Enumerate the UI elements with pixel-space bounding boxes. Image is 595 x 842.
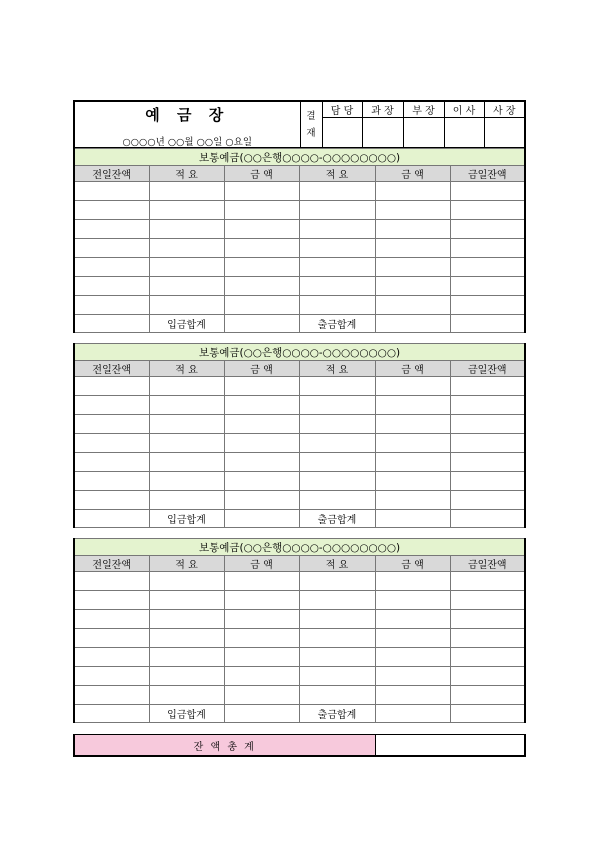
cell[interactable]	[375, 667, 450, 686]
table-row	[74, 220, 525, 239]
cell[interactable]	[224, 572, 299, 591]
cell[interactable]	[299, 220, 375, 239]
cell[interactable]	[450, 377, 525, 396]
cell[interactable]	[224, 472, 299, 491]
table-row	[74, 472, 525, 491]
signature-box-3[interactable]	[403, 118, 444, 148]
cell[interactable]	[74, 510, 149, 528]
col-withdraw-summary: 적 요	[299, 556, 375, 572]
cell[interactable]	[299, 201, 375, 220]
table-row	[74, 629, 525, 648]
cell[interactable]	[450, 572, 525, 591]
totals-row	[74, 315, 525, 333]
cell[interactable]	[299, 686, 375, 705]
page-title: 예 금 장	[145, 106, 230, 124]
cell[interactable]	[375, 377, 450, 396]
cell[interactable]	[149, 277, 224, 296]
cell[interactable]	[450, 686, 525, 705]
cell[interactable]	[149, 415, 224, 434]
col-withdraw-amount: 금 액	[375, 556, 450, 572]
cell[interactable]	[375, 648, 450, 667]
cell[interactable]	[149, 491, 224, 510]
cell[interactable]	[299, 491, 375, 510]
cell[interactable]	[450, 201, 525, 220]
col-deposit-summary: 적 요	[149, 361, 224, 377]
signature-box-1[interactable]	[322, 118, 362, 148]
cell[interactable]	[375, 434, 450, 453]
cell[interactable]	[149, 591, 224, 610]
cell[interactable]	[299, 277, 375, 296]
cell[interactable]	[74, 377, 149, 396]
cell[interactable]	[74, 491, 149, 510]
table-row	[74, 648, 525, 667]
cell[interactable]	[450, 629, 525, 648]
table-row	[74, 201, 525, 220]
section-title: 보통예금(○○은행○○○○-○○○○○○○○)	[74, 149, 525, 166]
cell[interactable]	[149, 648, 224, 667]
cell[interactable]	[450, 277, 525, 296]
cell[interactable]	[299, 182, 375, 201]
cell[interactable]	[149, 239, 224, 258]
cell[interactable]	[450, 453, 525, 472]
table-row	[74, 258, 525, 277]
approval-role-2: 과 장	[362, 101, 403, 118]
cell[interactable]	[299, 629, 375, 648]
cell[interactable]	[375, 415, 450, 434]
cell[interactable]	[149, 220, 224, 239]
table-row	[74, 239, 525, 258]
table-row	[74, 415, 525, 434]
totals-row	[74, 705, 525, 723]
approval-label	[300, 101, 322, 148]
date-line: ○○○○년 ○○월 ○○일 ○요일	[122, 137, 253, 148]
table-row	[74, 296, 525, 315]
cell[interactable]	[299, 396, 375, 415]
cell[interactable]	[74, 415, 149, 434]
cell[interactable]	[74, 705, 149, 723]
cell[interactable]	[375, 220, 450, 239]
title-cell	[74, 101, 300, 148]
cell[interactable]	[149, 453, 224, 472]
cell[interactable]	[375, 239, 450, 258]
cell[interactable]	[375, 610, 450, 629]
table-row	[74, 491, 525, 510]
cell[interactable]	[299, 434, 375, 453]
cell[interactable]	[74, 296, 149, 315]
cell[interactable]	[224, 277, 299, 296]
cell[interactable]	[224, 453, 299, 472]
cell[interactable]	[224, 182, 299, 201]
cell[interactable]	[224, 396, 299, 415]
approval-role-5: 사 장	[484, 101, 525, 118]
cell[interactable]	[74, 610, 149, 629]
cell[interactable]	[149, 686, 224, 705]
cell[interactable]	[74, 434, 149, 453]
cell[interactable]	[224, 239, 299, 258]
col-withdraw-summary: 적 요	[299, 166, 375, 182]
cell[interactable]	[224, 415, 299, 434]
cell[interactable]	[299, 258, 375, 277]
table-row	[74, 182, 525, 201]
cell[interactable]	[450, 667, 525, 686]
cell[interactable]	[450, 648, 525, 667]
cell[interactable]	[224, 629, 299, 648]
cell[interactable]	[149, 258, 224, 277]
cell[interactable]	[450, 415, 525, 434]
cell[interactable]	[375, 296, 450, 315]
cell[interactable]	[450, 315, 525, 333]
col-today-balance: 금일잔액	[450, 361, 525, 377]
cell[interactable]	[299, 296, 375, 315]
grand-total-label: 잔 액 총 계	[74, 735, 375, 757]
cell[interactable]	[450, 510, 525, 528]
signature-box-5[interactable]	[484, 118, 525, 148]
table-row	[74, 396, 525, 415]
cell[interactable]	[224, 648, 299, 667]
cell[interactable]	[74, 396, 149, 415]
cell[interactable]	[375, 182, 450, 201]
cell[interactable]	[299, 648, 375, 667]
col-today-balance: 금일잔액	[450, 166, 525, 182]
table-row	[74, 453, 525, 472]
cell[interactable]	[299, 453, 375, 472]
withdraw-total-label: 출금합계	[299, 315, 375, 333]
cell[interactable]	[149, 201, 224, 220]
signature-box-2[interactable]	[362, 118, 403, 148]
col-deposit-amount: 금 액	[224, 556, 299, 572]
cell[interactable]	[450, 610, 525, 629]
cell[interactable]	[149, 396, 224, 415]
cell[interactable]	[450, 239, 525, 258]
withdraw-total-label: 출금합계	[299, 510, 375, 528]
table-row	[74, 572, 525, 591]
grand-total-value[interactable]	[375, 735, 525, 757]
section-title: 보통예금(○○은행○○○○-○○○○○○○○)	[74, 344, 525, 361]
deposit-section-1	[73, 148, 526, 333]
cell[interactable]	[74, 239, 149, 258]
cell[interactable]	[149, 296, 224, 315]
cell[interactable]	[224, 296, 299, 315]
cell[interactable]	[299, 377, 375, 396]
cell[interactable]	[299, 572, 375, 591]
section-title: 보통예금(○○은행○○○○-○○○○○○○○)	[74, 539, 525, 556]
deposit-section-2	[73, 343, 526, 528]
cell[interactable]	[224, 201, 299, 220]
col-deposit-summary: 적 요	[149, 166, 224, 182]
cell[interactable]	[224, 667, 299, 686]
cell[interactable]	[149, 572, 224, 591]
col-prev-balance: 전일잔액	[74, 556, 149, 572]
cell[interactable]	[74, 201, 149, 220]
deposit-total-value[interactable]	[224, 705, 299, 723]
cell[interactable]	[375, 277, 450, 296]
table-row	[74, 667, 525, 686]
col-deposit-amount: 금 액	[224, 361, 299, 377]
cell[interactable]	[74, 572, 149, 591]
table-row	[74, 591, 525, 610]
col-prev-balance: 전일잔액	[74, 361, 149, 377]
cell[interactable]	[149, 472, 224, 491]
signature-box-4[interactable]	[444, 118, 484, 148]
deposit-total-label: 입금합계	[149, 315, 224, 333]
cell[interactable]	[74, 220, 149, 239]
table-row	[74, 277, 525, 296]
cell[interactable]	[74, 182, 149, 201]
cell[interactable]	[74, 472, 149, 491]
col-deposit-summary: 적 요	[149, 556, 224, 572]
cell[interactable]	[224, 434, 299, 453]
approval-role-3: 부 장	[403, 101, 444, 118]
cell[interactable]	[74, 629, 149, 648]
cell[interactable]	[450, 434, 525, 453]
withdraw-total-label: 출금합계	[299, 705, 375, 723]
cell[interactable]	[375, 201, 450, 220]
deposit-total-value[interactable]	[224, 510, 299, 528]
cell[interactable]	[450, 296, 525, 315]
cell[interactable]	[299, 472, 375, 491]
cell[interactable]	[450, 591, 525, 610]
deposit-total-label: 입금합계	[149, 510, 224, 528]
withdraw-total-value[interactable]	[375, 510, 450, 528]
deposit-total-value[interactable]	[224, 315, 299, 333]
cell[interactable]	[224, 686, 299, 705]
cell[interactable]	[450, 396, 525, 415]
deposit-total-label: 입금합계	[149, 705, 224, 723]
cell[interactable]	[74, 648, 149, 667]
table-row	[74, 686, 525, 705]
cell[interactable]	[149, 182, 224, 201]
cell[interactable]	[74, 453, 149, 472]
cell[interactable]	[299, 610, 375, 629]
cell[interactable]	[74, 667, 149, 686]
cell[interactable]	[450, 258, 525, 277]
cell[interactable]	[375, 629, 450, 648]
approval-role-4: 이 사	[444, 101, 484, 118]
cell[interactable]	[375, 572, 450, 591]
grand-total-table	[73, 734, 526, 757]
cell[interactable]	[224, 258, 299, 277]
col-deposit-amount: 금 액	[224, 166, 299, 182]
approval-role-1: 담 당	[322, 101, 362, 118]
cell[interactable]	[450, 182, 525, 201]
cell[interactable]	[375, 686, 450, 705]
cell[interactable]	[375, 472, 450, 491]
cell[interactable]	[149, 610, 224, 629]
cell[interactable]	[149, 377, 224, 396]
cell[interactable]	[74, 315, 149, 333]
cell[interactable]	[224, 491, 299, 510]
cell[interactable]	[299, 415, 375, 434]
cell[interactable]	[375, 591, 450, 610]
approval-label-text: 결 재	[306, 110, 316, 139]
cell[interactable]	[299, 591, 375, 610]
deposit-section-3	[73, 538, 526, 723]
cell[interactable]	[375, 258, 450, 277]
table-row	[74, 377, 525, 396]
cell[interactable]	[149, 629, 224, 648]
cell[interactable]	[375, 453, 450, 472]
cell[interactable]	[74, 258, 149, 277]
cell[interactable]	[450, 472, 525, 491]
cell[interactable]	[375, 491, 450, 510]
col-today-balance: 금일잔액	[450, 556, 525, 572]
withdraw-total-value[interactable]	[375, 705, 450, 723]
totals-row	[74, 510, 525, 528]
cell[interactable]	[450, 220, 525, 239]
col-withdraw-summary: 적 요	[299, 361, 375, 377]
cell[interactable]	[224, 220, 299, 239]
col-withdraw-amount: 금 액	[375, 166, 450, 182]
table-row	[74, 610, 525, 629]
cell[interactable]	[74, 686, 149, 705]
cell[interactable]	[74, 591, 149, 610]
cell[interactable]	[74, 277, 149, 296]
cell[interactable]	[224, 591, 299, 610]
col-prev-balance: 전일잔액	[74, 166, 149, 182]
cell[interactable]	[299, 239, 375, 258]
cell[interactable]	[224, 610, 299, 629]
cell[interactable]	[375, 396, 450, 415]
cell[interactable]	[450, 705, 525, 723]
cell[interactable]	[224, 377, 299, 396]
cell[interactable]	[149, 667, 224, 686]
withdraw-total-value[interactable]	[375, 315, 450, 333]
cell[interactable]	[450, 491, 525, 510]
cell[interactable]	[299, 667, 375, 686]
table-row	[74, 434, 525, 453]
col-withdraw-amount: 금 액	[375, 361, 450, 377]
cell[interactable]	[149, 434, 224, 453]
header-table	[73, 100, 526, 148]
